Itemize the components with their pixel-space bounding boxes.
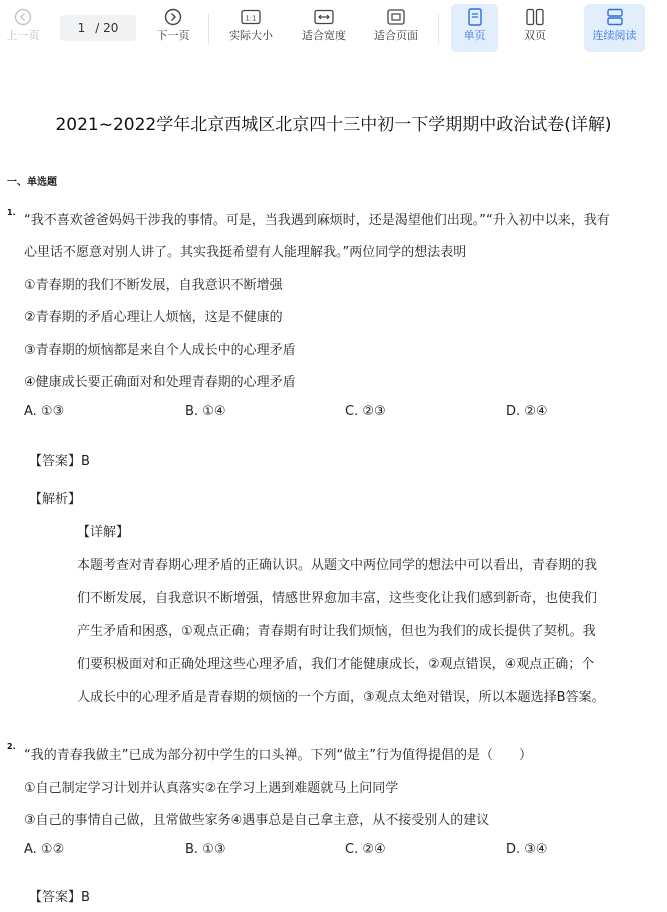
answer-tag: 【答案】B (29, 454, 90, 469)
toolbar-divider (438, 14, 439, 44)
double-page-icon (525, 8, 545, 26)
statement-line: ②青春期的矛盾心理让人烦恼，这是不健康的 (24, 310, 283, 325)
analysis-text-line: 们不断发展，自我意识不断增强，情感世界愈加丰富，这些变化让我们感到新奇，也使我们 (77, 591, 598, 606)
choice-d: D. ③④ (506, 842, 548, 857)
double-page-button[interactable] (512, 4, 558, 52)
continuous-read-button[interactable] (584, 4, 645, 52)
question-number: 1. (7, 208, 16, 217)
question-text-line: 心里话不愿意对别人讲了。其实我挺希望有人能理解我。”两位同学的想法表明 (24, 245, 467, 260)
choice-a: A. ①③ (24, 404, 65, 419)
fit-width-icon (314, 8, 334, 26)
continuous-read-label: 连续阅读 (592, 29, 637, 42)
detail-tag: 【详解】 (77, 525, 130, 540)
fit-width-label: 适合宽度 (302, 29, 346, 42)
choice-d: D. ②④ (506, 404, 548, 419)
current-page: 1 (77, 21, 86, 35)
choice-c: C. ②③ (345, 404, 386, 419)
single-page-icon (467, 8, 483, 26)
fit-page-button[interactable] (366, 4, 426, 52)
fit-width-button[interactable] (295, 4, 353, 52)
actual-size-icon (241, 8, 261, 26)
analysis-text-line: 产生矛盾和困惑，①观点正确；青春期有时让我们烦恼，但也为我们的成长提供了契机。我 (77, 624, 596, 639)
fit-page-icon (386, 8, 406, 26)
next-page-label: 下一页 (156, 29, 190, 42)
question-text-line: “我不喜欢爸爸妈妈干涉我的事情。可是，当我遇到麻烦时，还是渴望他们出现。”“升入初中以来，我有 (24, 213, 610, 228)
fit-page-label: 适合页面 (374, 29, 418, 42)
question-text-line: “我的青春我做主”已成为部分初中学生的口头禅。下列“做主”行为值得提倡的是（ ） (24, 748, 532, 763)
section-heading: 一、单选题 (7, 177, 57, 188)
prev-page-button[interactable] (2, 4, 44, 52)
actual-size-label: 实际大小 (229, 29, 273, 42)
statement-line: ④健康成长要正确面对和处理青春期的心理矛盾 (24, 375, 296, 390)
choice-c: C. ②④ (345, 842, 386, 857)
choice-b: B. ①④ (185, 404, 226, 419)
single-page-button[interactable] (451, 4, 498, 52)
icon-one-to-one-text: 1:1 (245, 14, 257, 23)
statement-line: ③青春期的烦恼都是来自个人成长中的心理矛盾 (24, 343, 296, 358)
viewer-toolbar (0, 0, 667, 58)
answer-tag: 【答案】B (29, 890, 90, 905)
analysis-text-line: 人成长中的心理矛盾是青春期的烦恼的一个方面，③观点太绝对错误，所以本题选择B答案。 (77, 690, 605, 705)
prev-page-label: 上一页 (6, 29, 40, 42)
statement-line: ①自己制定学习计划并认真落实②在学习上遇到难题就马上问同学 (24, 781, 399, 796)
double-page-label: 双页 (524, 29, 546, 42)
document-title: 2021~2022学年北京西城区北京四十三中初一下学期期中政治试卷(详解) (55, 115, 612, 135)
page-number-input[interactable] (60, 15, 136, 41)
toolbar-divider (208, 14, 209, 44)
analysis-tag: 【解析】 (29, 492, 82, 507)
actual-size-button[interactable] (222, 4, 280, 52)
chevron-right-circle-icon (164, 8, 182, 26)
chevron-left-circle-icon (14, 8, 32, 26)
choice-b: B. ①③ (185, 842, 226, 857)
analysis-text-line: 本题考查对青春期心理矛盾的正确认识。从题文中两位同学的想法中可以看出，青春期的我 (77, 558, 598, 573)
choice-a: A. ①② (24, 842, 65, 857)
total-pages: / 20 (95, 21, 119, 35)
question-number: 2. (7, 742, 16, 751)
single-page-label: 单页 (463, 29, 486, 42)
continuous-read-icon (605, 8, 625, 26)
next-page-button[interactable] (150, 4, 196, 52)
analysis-text-line: 们要积极面对和正确处理这些心理矛盾，我们才能健康成长，②观点错误，④观点正确；个 (77, 657, 595, 672)
statement-line: ①青春期的我们不断发展，自我意识不断增强 (24, 278, 283, 293)
statement-line: ③自己的事情自己做，且常做些家务④遇事总是自己拿主意，从不接受别人的建议 (24, 813, 490, 828)
